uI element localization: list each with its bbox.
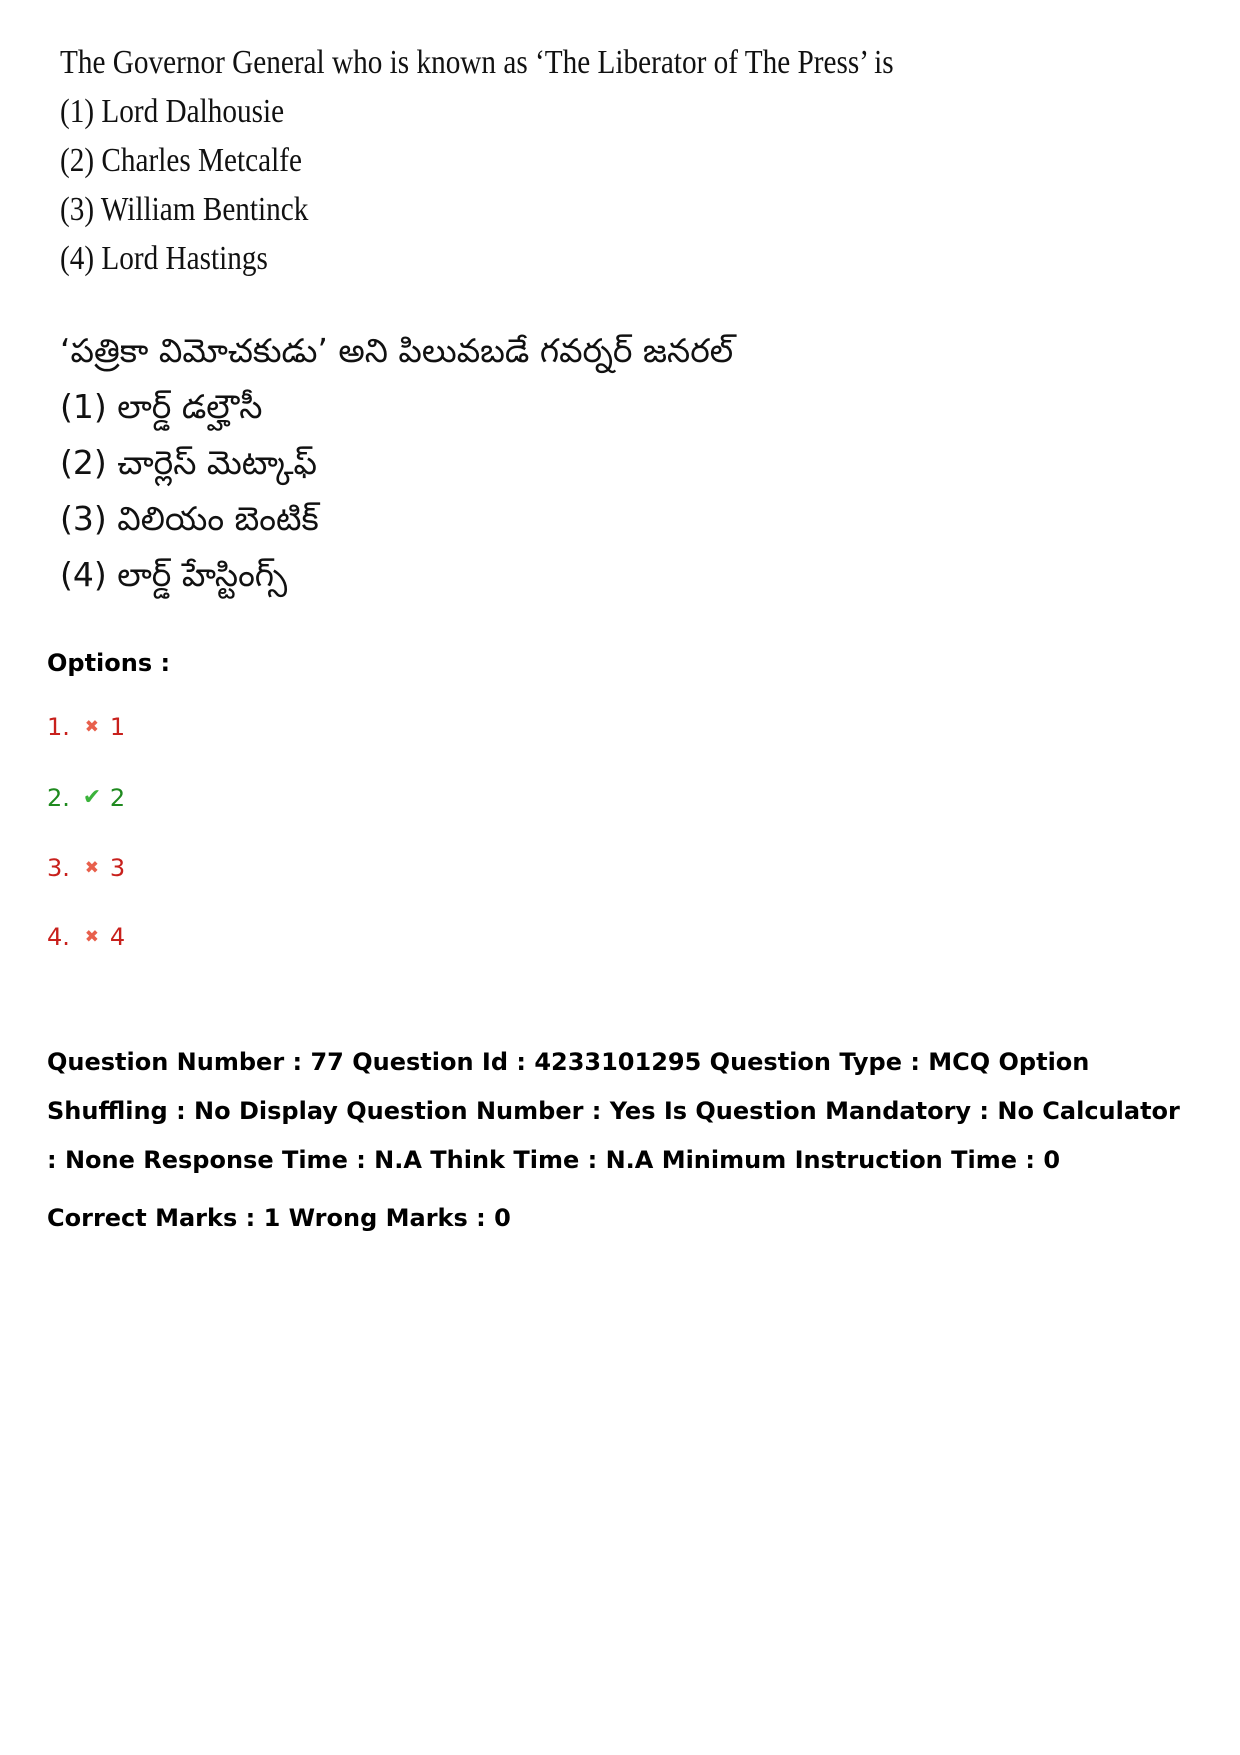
question-choice-telugu: (3) విలియం బెంటిక్ xyxy=(60,499,319,538)
question-choice-english: (3) William Bentinck xyxy=(60,191,309,228)
question-spacer xyxy=(60,283,960,323)
option-number: 4. xyxy=(47,923,70,951)
option-value: 2 xyxy=(109,784,126,812)
cross-icon: ✖ xyxy=(84,927,100,947)
option-item xyxy=(47,920,125,954)
option-number: 2. xyxy=(47,784,70,812)
option-value: 4 xyxy=(109,923,126,951)
question-choice-english: (4) Lord Hastings xyxy=(60,240,268,277)
question-stem-english: The Governor General who is known as ‘The Liberator of The Press’ is xyxy=(60,44,894,81)
question-choice-telugu: (1) లార్డ్ డల్హౌసీ xyxy=(60,387,263,426)
question-details: Question Number : 77 Question Id : 4233101295 Question Type : MCQ Option Shuffling : No Display Question Number : Yes Is Question Mandatory : No Calculator : None Response Time : N.A Think Time : N.A Minimum Instruction Time : 0 xyxy=(47,1048,1180,1174)
option-value: 1 xyxy=(109,713,126,741)
question-choice-english: (1) Lord Dalhousie xyxy=(60,93,285,130)
option-item xyxy=(47,851,125,885)
question-choice-english: (2) Charles Metcalfe xyxy=(60,142,302,179)
options-heading: Options : xyxy=(47,649,171,677)
question-image xyxy=(60,38,960,603)
question-stem-telugu: ‘పత్రికా విమోచకుడు’ అని పిలువబడే గవర్నర్ జనరల్ xyxy=(60,331,734,370)
cross-icon: ✖ xyxy=(84,717,100,737)
option-item xyxy=(47,781,125,815)
question-choice-telugu: (2) చార్లెస్ మెట్కాఫ్ xyxy=(60,443,318,482)
question-choice-telugu: (4) లార్డ్ హేస్టింగ్స్ xyxy=(60,555,288,594)
option-item xyxy=(47,710,125,744)
cross-icon: ✖ xyxy=(84,858,100,878)
option-number: 3. xyxy=(47,854,70,882)
option-number: 1. xyxy=(47,713,70,741)
check-icon: ✔ xyxy=(82,785,102,810)
option-value: 3 xyxy=(109,854,126,882)
marks-info: Correct Marks : 1 Wrong Marks : 0 xyxy=(47,1204,511,1232)
